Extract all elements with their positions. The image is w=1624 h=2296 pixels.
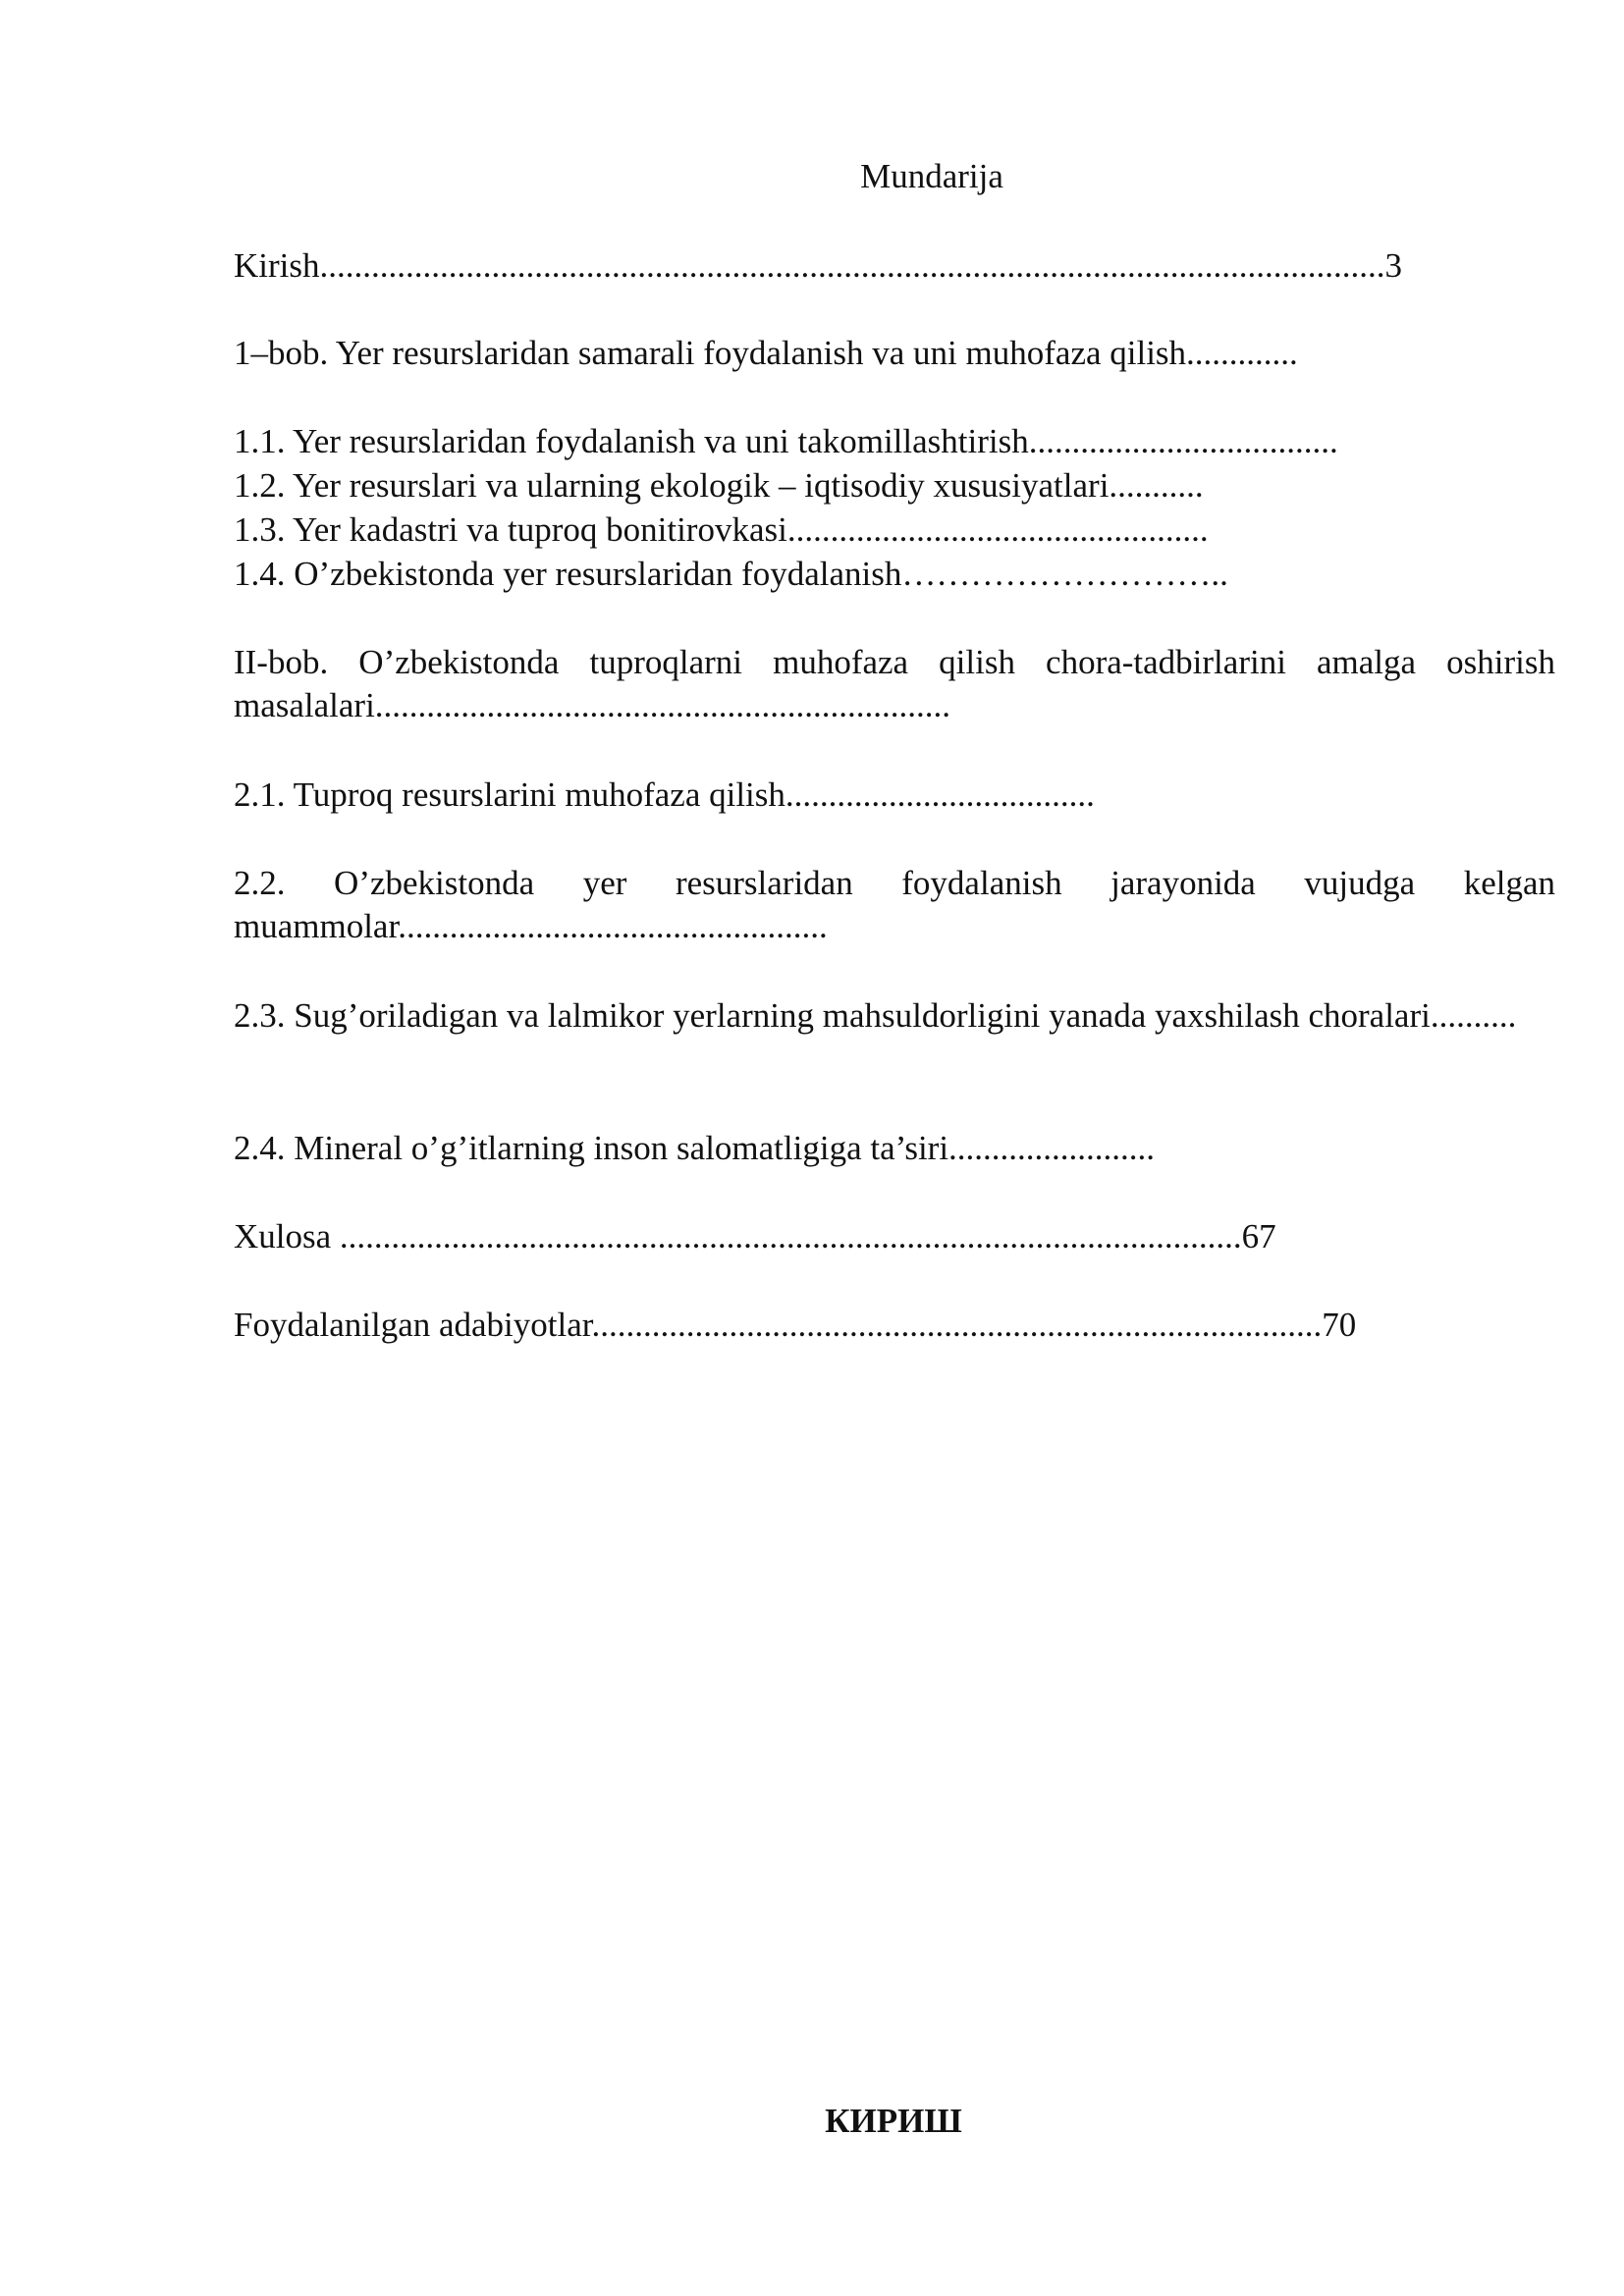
toc-entry-xulosa: Xulosa .........................................................................................................67	[234, 1217, 1276, 1255]
toc-entry-1-4: 1.4. O’zbekistonda yer resurslaridan foydalanish………………………..	[234, 555, 1228, 593]
toc-entry-2-1: 2.1. Tuproq resurslarini muhofaza qilish....................................	[234, 775, 1095, 814]
toc-title: Mundarija	[860, 157, 1003, 195]
toc-entry-2-4: 2.4. Mineral o’g’itlarning inson salomatligiga ta’siri........................	[234, 1129, 1156, 1167]
toc-entry-1-1: 1.1. Yer resurslaridan foydalanish va uni takomillashtirish....................................	[234, 422, 1338, 460]
toc-entry-2-3: 2.3. Sug’oriladigan va lalmikor yerlarning mahsuldorligini yanada yaxshilash choralari..........	[234, 996, 1517, 1035]
toc-entry-kirish: Kirish............................................................................................................................3	[234, 246, 1402, 285]
toc-entry-2-2: 2.2. O’zbekistonda yer resurslaridan foydalanish jarayonida vujudga kelgan muammolar..................................................	[234, 864, 1555, 945]
section-heading-kirish: КИРИШ	[825, 2102, 962, 2140]
toc-entry-chapter-2: II-bob. O’zbekistonda tuproqlarni muhofaza qilish chora-tadbirlarini amalga oshirish masalalari...................................................................	[234, 643, 1555, 724]
toc-entry-references: Foydalanilgan adabiyotlar.....................................................................................70	[234, 1306, 1357, 1344]
toc-entry-1-3: 1.3. Yer kadastri va tuproq bonitirovkasi.................................................	[234, 510, 1209, 549]
toc-entry-1-2: 1.2. Yer resurslari va ularning ekologik – iqtisodiy xususiyatlari...........	[234, 466, 1204, 505]
toc-entry-chapter-1: 1–bob. Yer resurslaridan samarali foydalanish va uni muhofaza qilish.............	[234, 334, 1298, 372]
